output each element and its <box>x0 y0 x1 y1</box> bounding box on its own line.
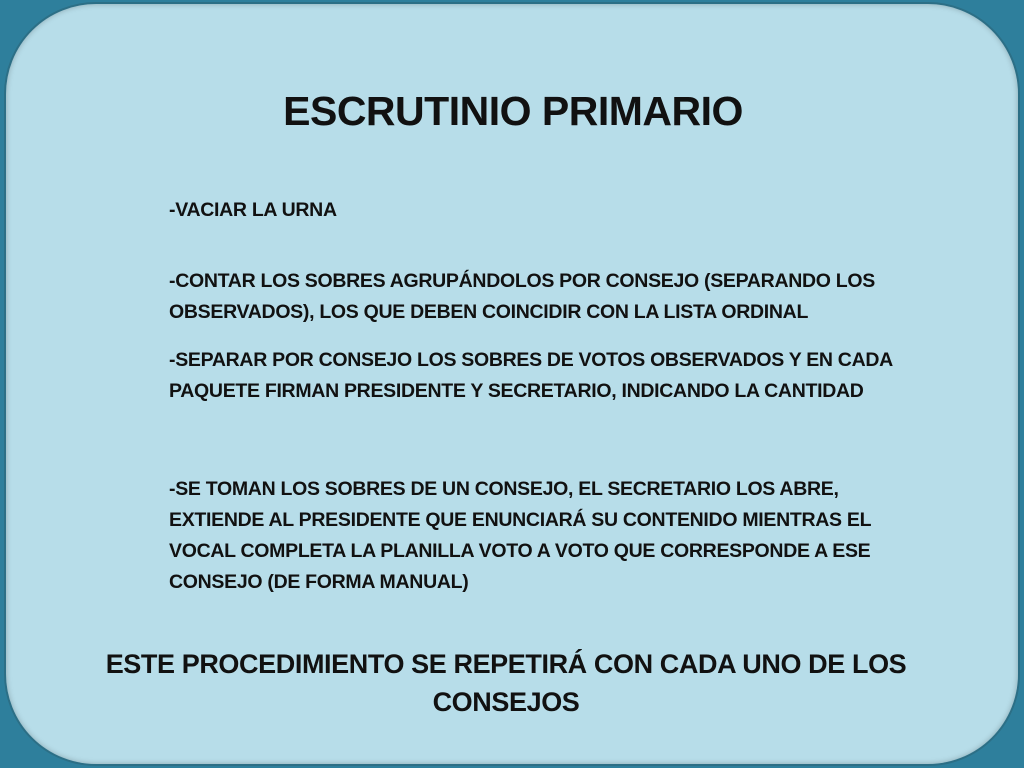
slide-title: ESCRUTINIO PRIMARIO <box>283 88 743 134</box>
slide-footer-note: ESTE PROCEDIMIENTO SE REPETIRÁ CON CADA UNO DE LOS CONSEJOS <box>105 649 907 717</box>
list-item: -SEPARAR POR CONSEJO LOS SOBRES DE VOTOS OBSERVADOS Y EN CADA PAQUETE FIRMAN PRESIDENTE Y SECRETARIO, INDICANDO LA CANTIDAD <box>169 349 893 402</box>
list-item: -VACIAR LA URNA <box>169 199 337 221</box>
list-item: -CONTAR LOS SOBRES AGRUPÁNDOLOS POR CONSEJO (SEPARANDO LOS OBSERVADOS), LOS QUE DEBEN COINCIDIR CON LA LISTA ORDINAL <box>169 270 875 323</box>
slide-panel <box>4 2 1020 766</box>
list-item: -SE TOMAN LOS SOBRES DE UN CONSEJO, EL SECRETARIO LOS ABRE, EXTIENDE AL PRESIDENTE QUE ENUNCIARÁ SU CONTENIDO MIENTRAS EL VOCAL COMPLETA LA PLANILLA VOTO A VOTO QUE CORRESPONDE A ESE CONSEJO (DE FORMA MANUAL) <box>169 478 871 593</box>
